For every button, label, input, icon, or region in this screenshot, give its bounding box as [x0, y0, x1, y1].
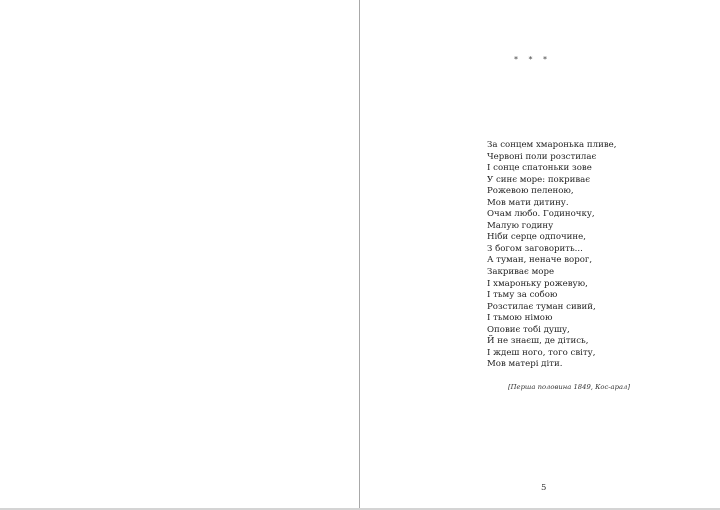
poem-line: Червоні поли розстилає	[487, 151, 597, 162]
poem-line: Оповиє тобі душу,	[487, 324, 570, 335]
section-ornament: * * *	[513, 55, 552, 64]
poem-line: У синє море: покриває	[487, 174, 591, 185]
poem-line: І тьмою німою	[487, 313, 553, 324]
poem-line: І тьму за собою	[487, 290, 558, 301]
poem-line: За сонцем хмаронька пливе,	[487, 140, 617, 150]
poem-line: З богом заговорить...	[487, 243, 583, 254]
poem-line: Мов матері діти.	[487, 359, 563, 370]
poem-line: А туман, неначе ворог,	[487, 255, 593, 266]
poem-dateline: [Перша половина 1849, Кос-арал]	[507, 383, 630, 391]
poem-line: Розстилає туман сивий,	[487, 301, 596, 312]
left-page	[0, 0, 359, 508]
poem-line: І сонце спатоньки зове	[487, 163, 592, 174]
page-gutter	[359, 0, 360, 510]
poem-line: І ждеш ного, того світу,	[487, 347, 596, 358]
poem-line: Очам любо. Годиночку,	[487, 209, 595, 220]
poem-line: Ніби серце одпочине,	[487, 232, 586, 243]
poem-line: Мов мати дитину.	[487, 197, 569, 208]
poem-line: Й не знаєш, де дітись,	[487, 336, 589, 347]
poem-line: Малую годину	[487, 220, 554, 231]
page-number: 5	[541, 483, 547, 493]
right-page	[361, 0, 720, 508]
poem	[487, 140, 617, 371]
poem-line: Рожевою пеленою,	[487, 186, 574, 197]
poem-line: Закриває море	[487, 267, 555, 278]
poem-line: І хмароньку рожевую,	[487, 278, 588, 289]
